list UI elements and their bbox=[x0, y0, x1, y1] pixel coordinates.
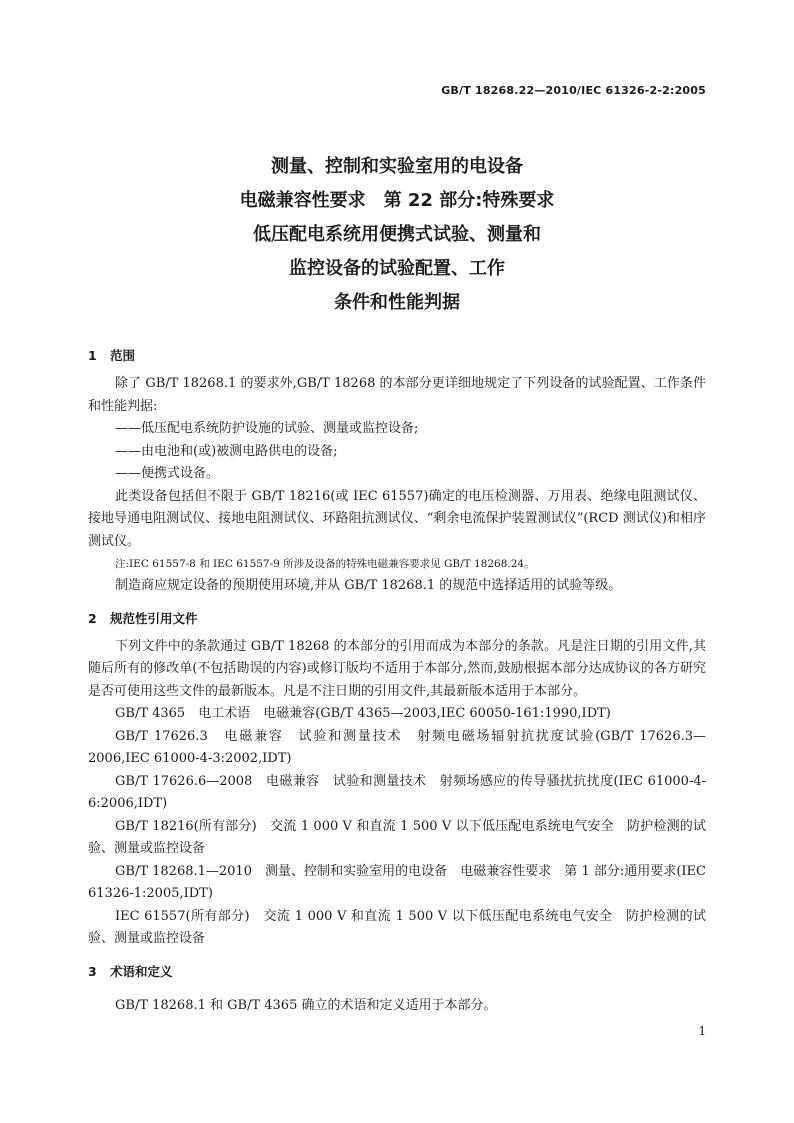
page-number: 1 bbox=[698, 1024, 706, 1038]
paragraph: 下列文件中的条款通过 GB/T 18268 的本部分的引用而成为本部分的条款。凡是注日期的引用文件,其随后所有的修改单(不包括勘误的内容)或修订版均不适用于本部分,然而,鼓励根据本部分达成协议的各方研究是否可使用这些文件的最新版本。凡是不注日期的引用文件,其最新版本适用于本部分。 bbox=[88, 638, 706, 699]
paragraph: GB/T 18268.1 和 GB/T 4365 确立的术语和定义适用于本部分。 bbox=[115, 997, 497, 1013]
title-line: 测量、控制和实验室用的电设备 bbox=[271, 156, 523, 177]
list-item: ——便携式设备。 bbox=[115, 466, 220, 481]
section-title: 范围 bbox=[110, 348, 136, 363]
section-heading-scope bbox=[88, 345, 706, 367]
paragraph: 制造商应规定设备的预期使用环境,并从 GB/T 18268.1 的规范中选择适用的试验等级。 bbox=[115, 578, 622, 593]
section-number: 1 bbox=[88, 348, 97, 363]
section-number: 2 bbox=[88, 610, 97, 626]
document-body bbox=[88, 345, 706, 1017]
section-heading-terms-definitions bbox=[88, 961, 706, 983]
reference-item: GB/T 17626.6—2008 电磁兼容 试验和测量技术 射频场感应的传导骚扰抗扰度(IEC 61000-4-6:2006,IDT) bbox=[88, 773, 706, 811]
list-item: ——低压配电系统防护设施的试验、测量或监控设备; bbox=[115, 421, 419, 436]
section-title: 术语和定义 bbox=[110, 963, 173, 979]
title-line: 条件和性能判据 bbox=[334, 292, 460, 313]
standard-code: GB/T 18268.22—2010/IEC 61326-2-2:2005 bbox=[441, 84, 706, 97]
paragraph: 除了 GB/T 18268.1 的要求外,GB/T 18268 的本部分更详细地规定了下列设备的试验配置、工作条件和性能判据: bbox=[88, 376, 706, 414]
reference-item: GB/T 4365 电工术语 电磁兼容(GB/T 4365—2003,IEC 60050-161:1990,IDT) bbox=[115, 706, 611, 721]
reference-item: GB/T 18216(所有部分) 交流 1 000 V 和直流 1 500 V 以下低压配电系统电气安全 防护检测的试验、测量或监控设备 bbox=[88, 818, 706, 856]
document-title bbox=[0, 150, 794, 320]
title-line: 电磁兼容性要求 第 22 部分:特殊要求 bbox=[239, 190, 555, 211]
paragraph: 此类设备包括但不限于 GB/T 18216(或 IEC 61557)确定的电压检测器、万用表、绝缘电阻测试仪、接地导通电阻测试仪、接地电阻测试仪、环路阻抗测试仪、“剩余电流保护装置测试仪”(RCD 测试仪)和相序测试仪。 bbox=[88, 488, 706, 549]
reference-item: IEC 61557(所有部分) 交流 1 000 V 和直流 1 500 V 以下低压配电系统电气安全 防护检测的试验、测量或监控设备 bbox=[88, 908, 706, 946]
list-item: ——由电池和(或)被测电路供电的设备; bbox=[115, 443, 338, 459]
reference-item: GB/T 18268.1—2010 测量、控制和实验室用的电设备 电磁兼容性要求 第 1 部分:通用要求(IEC 61326-1:2005,IDT) bbox=[88, 863, 706, 901]
note: 注:IEC 61557-8 和 IEC 61557-9 所涉及设备的特殊电磁兼容要求见 GB/T 18268.24。 bbox=[115, 558, 535, 570]
section-heading-normative-references bbox=[88, 608, 706, 630]
title-line: 监控设备的试验配置、工作 bbox=[289, 258, 505, 279]
title-line: 低压配电系统用便携式试验、测量和 bbox=[253, 224, 541, 245]
section-number: 3 bbox=[88, 963, 97, 979]
reference-item: GB/T 17626.3 电磁兼容 试验和测量技术 射频电磁场辐射抗扰度试验(GB/T 17626.3—2006,IEC 61000-4-3:2002,IDT) bbox=[88, 728, 706, 766]
section-title: 规范性引用文件 bbox=[110, 610, 198, 626]
